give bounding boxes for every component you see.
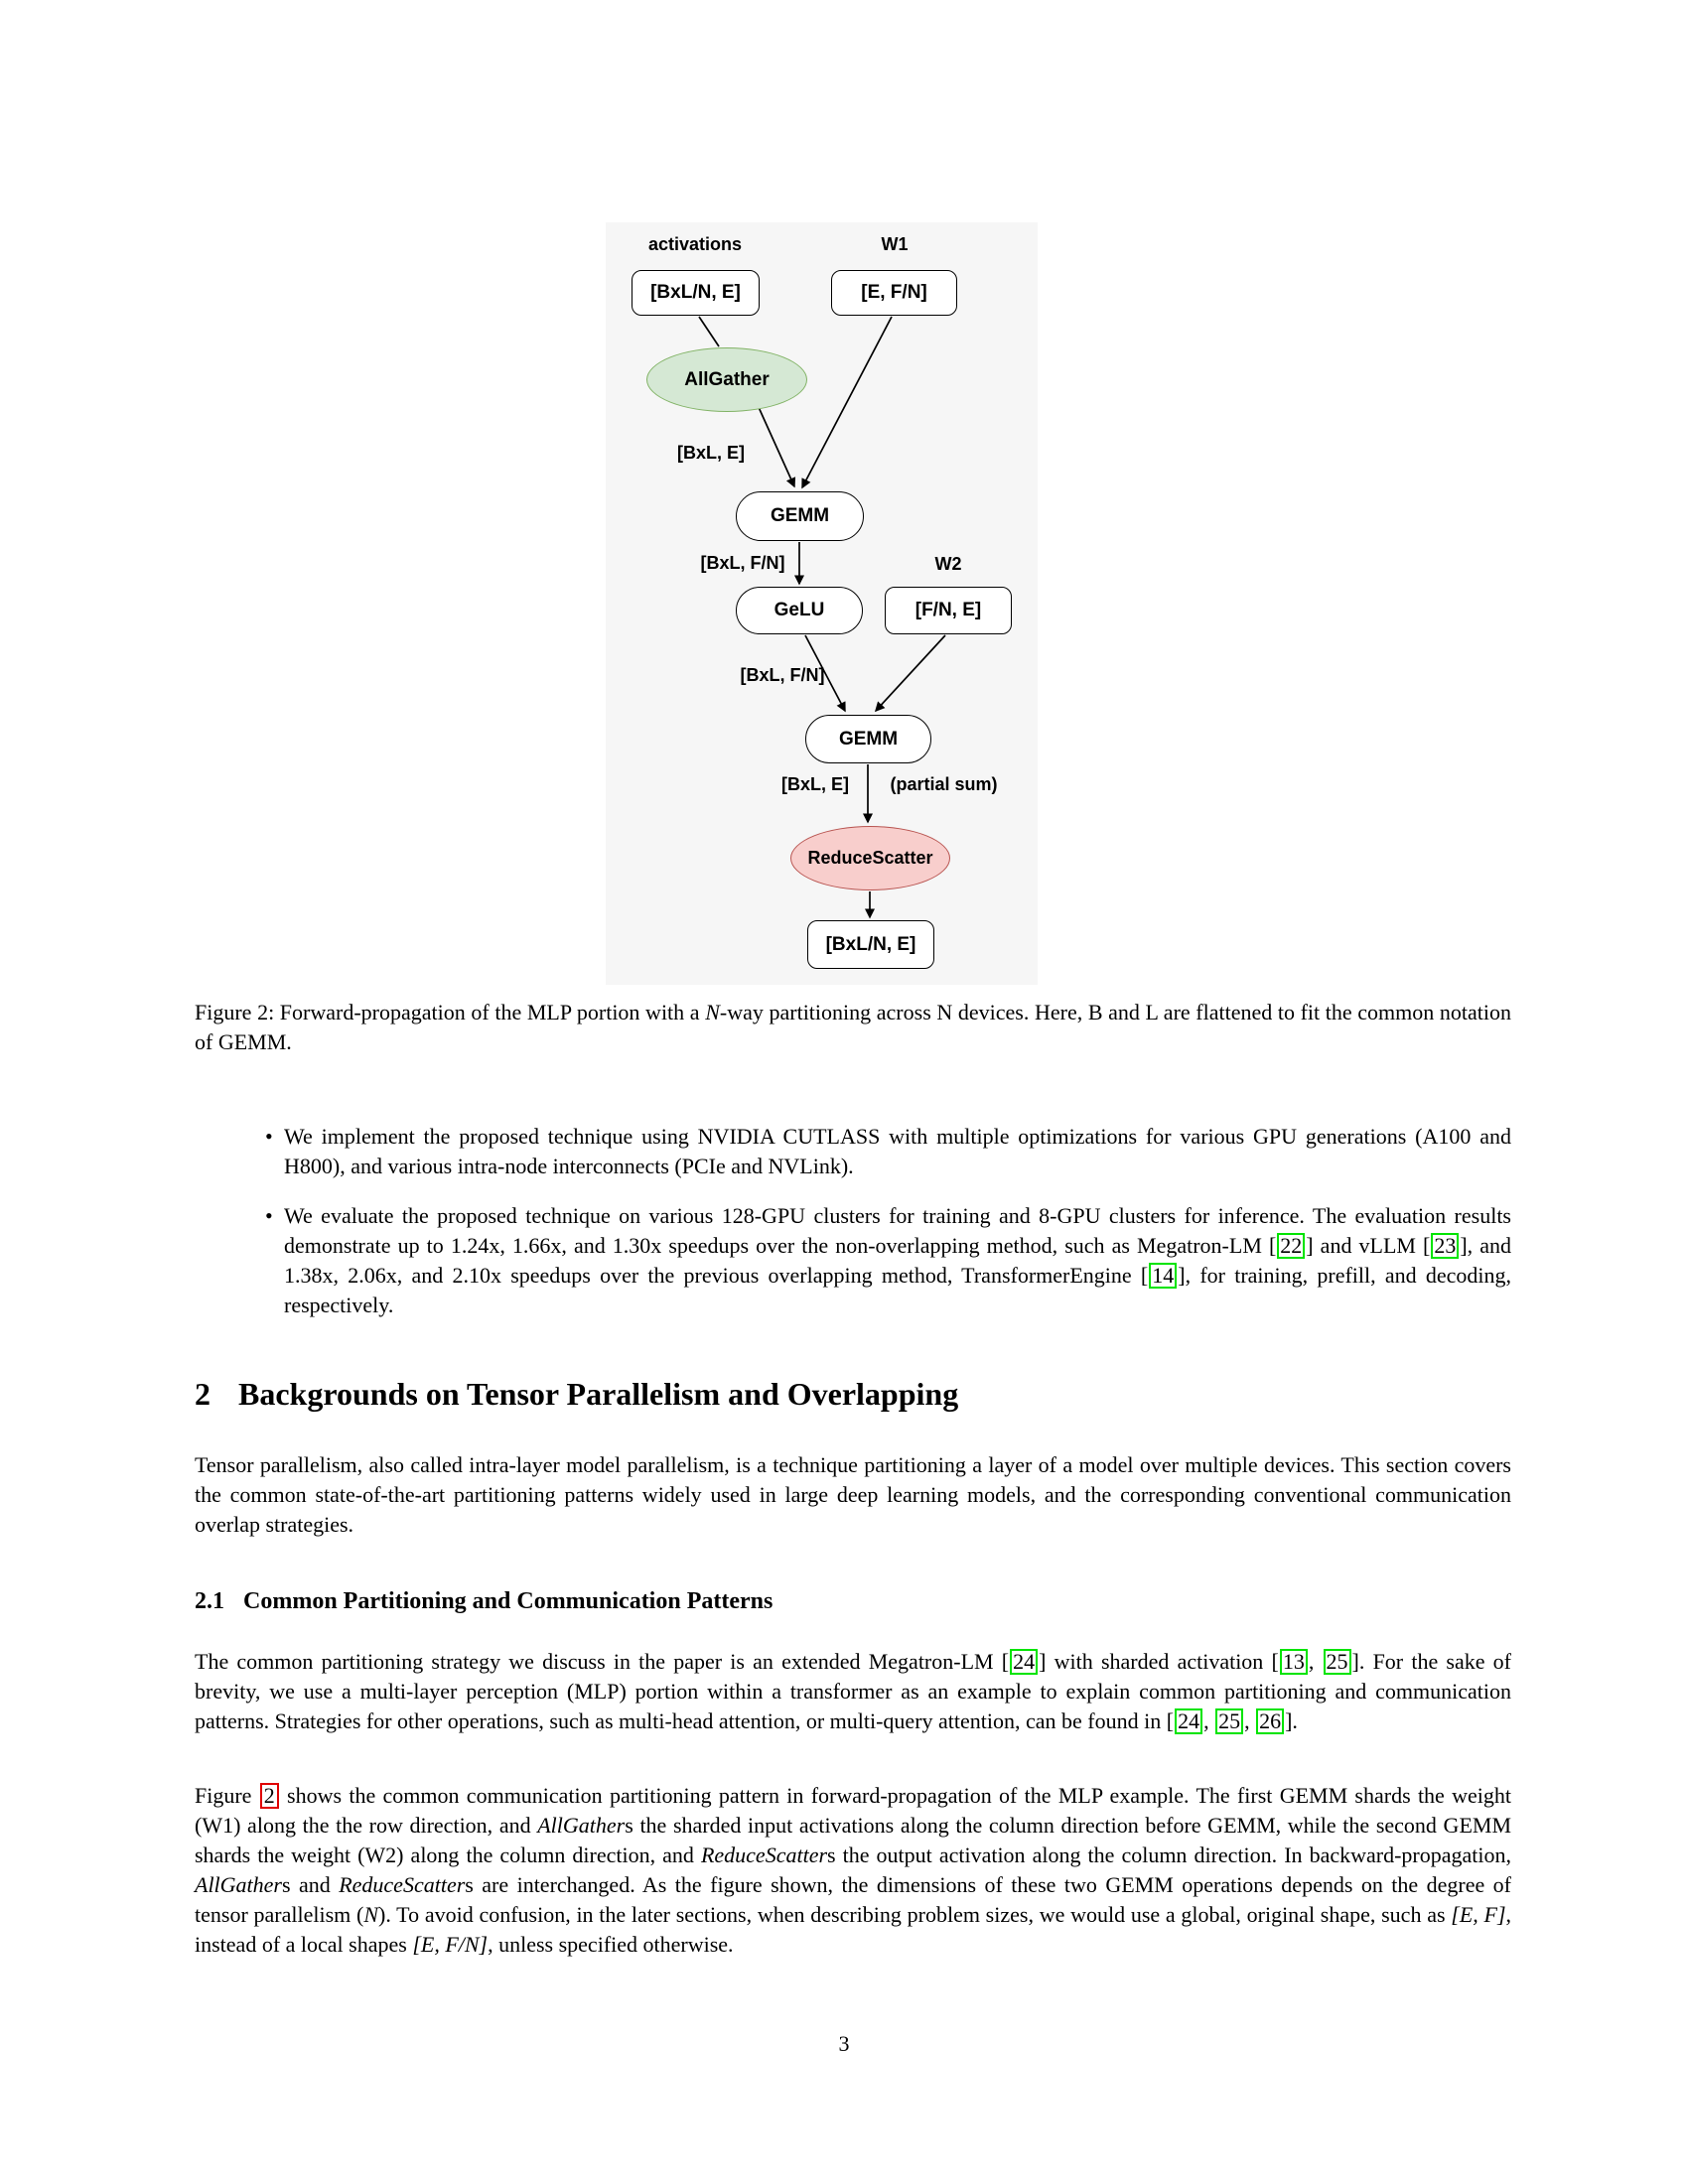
text-segment: ,: [1244, 1708, 1256, 1733]
node-w2-shape: [F/N, E]: [885, 587, 1012, 634]
text-segment: [E, F]: [1451, 1902, 1506, 1927]
figure-caption: [195, 998, 1511, 1057]
text-segment: ], and 1.38x, 2.06x, and 2.10x speedups over the previous overlapping method, TransformerEngine [: [284, 1233, 1512, 1288]
text-segment: , unless specified otherwise.: [488, 1932, 734, 1957]
citation-link[interactable]: 13: [1280, 1649, 1308, 1675]
text-segment: ], for training, prefill, and decoding, respectively.: [284, 1263, 1511, 1317]
citation-link[interactable]: 26: [1256, 1708, 1284, 1734]
text-segment: shows the common communication partitioning pattern in forward-propagation of the MLP example. The first GEMM shards the weight (W1) along the the row direction, and: [195, 1783, 1511, 1838]
edge-label-bxl-e: [BxL, E]: [676, 442, 745, 463]
text-segment: Figure 2: Forward-propagation of the MLP portion with a: [195, 1000, 706, 1024]
node-gemm2: GEMM: [805, 715, 931, 763]
text-segment: ,: [1203, 1708, 1215, 1733]
page-number: 3: [838, 2031, 850, 2056]
edge-label-bxl-fn-1: [BxL, F/N]: [700, 552, 785, 573]
partial-sum-label: (partial sum): [890, 773, 998, 794]
body-paragraph: [195, 1450, 1511, 1540]
text-segment: ] with sharded activation [: [1039, 1649, 1279, 1674]
node-activations-shape: [BxL/N, E]: [632, 270, 760, 316]
text-segment: Figure: [195, 1783, 259, 1808]
w2-label: W2: [934, 553, 962, 574]
bullet-icon: •: [265, 1203, 273, 1228]
text-segment: We evaluate the proposed technique on various 128-GPU clusters for training and 8-GPU clusters for inference. The evaluation results demonstrate up to 1.24x, 1.66x, and 1.30x speedups over the non-overlapping method, such as Megatron-LM [: [284, 1203, 1511, 1258]
section-number: 2: [195, 1376, 211, 1412]
section-heading: [195, 1376, 1511, 1412]
text-segment: ,: [1308, 1649, 1323, 1674]
list-item: [195, 1201, 1511, 1320]
text-segment: ). To avoid confusion, in the later sections, when describing problem sizes, we would use a global, original shape, such as: [378, 1902, 1452, 1927]
citation-link[interactable]: 24: [1175, 1708, 1202, 1734]
text-segment: s the output activation along the column direction. In backward-propagation,: [827, 1843, 1511, 1867]
text-segment: -way partitioning across N devices. Here, B and L are flattened to fit the common notation of GEMM.: [195, 1000, 1512, 1054]
citation-link[interactable]: 23: [1431, 1233, 1459, 1259]
citation-link[interactable]: 24: [1010, 1649, 1038, 1675]
text-segment: AllGather: [537, 1813, 626, 1838]
text-segment: N: [363, 1902, 379, 1927]
body-paragraph: [195, 1781, 1511, 1960]
contribution-bullet-list: [195, 1122, 1511, 1320]
w1-label: W1: [881, 233, 909, 254]
edge-label-bxl-e-2: [BxL, E]: [780, 773, 849, 794]
activations-label: activations: [647, 233, 743, 254]
citation-link[interactable]: 14: [1149, 1263, 1177, 1289]
bullet-icon: •: [265, 1124, 273, 1149]
text-segment: N: [705, 1000, 720, 1024]
text-segment: ].: [1285, 1708, 1298, 1733]
text-segment: Tensor parallelism, also called intra-layer model parallelism, is a technique partitioning a layer of a model over multiple devices. This section covers the common state-of-the-art partitioning patterns widely used in large deep learning models, and the corresponding conventional communication overlap strategies.: [195, 1452, 1511, 1537]
text-segment: , instead of a local shapes: [195, 1902, 1512, 1957]
list-item-text: [284, 1203, 1511, 1317]
citation-link[interactable]: 25: [1215, 1708, 1243, 1734]
text-segment: AllGather: [195, 1872, 282, 1897]
node-gelu: GeLU: [736, 587, 863, 634]
list-item: [195, 1122, 1511, 1181]
text-segment: s and: [282, 1872, 340, 1897]
text-segment: ReduceScatter: [339, 1872, 466, 1897]
body-paragraph: [195, 1647, 1511, 1736]
text-segment: s the sharded input activations along the column direction before GEMM, while the second GEMM shards the weight (W2) along the column direction, and: [195, 1813, 1512, 1867]
section-title: Backgrounds on Tensor Parallelism and Overlapping: [238, 1376, 959, 1412]
text-segment: s are interchanged. As the figure shown, the dimensions of these two GEMM operations depends on the degree of tensor parallelism (: [195, 1872, 1511, 1927]
node-reducescatter: ReduceScatter: [790, 826, 950, 890]
subsection-number: 2.1: [195, 1588, 224, 1614]
text-segment: [E, F/N]: [412, 1932, 489, 1957]
node-gemm1: GEMM: [736, 491, 864, 541]
edge-label-bxl-fn-2: [BxL, F/N]: [740, 664, 825, 685]
text-segment: ] and vLLM [: [1306, 1233, 1431, 1258]
text-segment: ReduceScatter: [700, 1843, 828, 1867]
node-allgather: AllGather: [646, 347, 807, 412]
list-item-text: [284, 1124, 1511, 1178]
node-output-shape: [BxL/N, E]: [807, 920, 934, 969]
citation-link[interactable]: 25: [1324, 1649, 1351, 1675]
citation-link[interactable]: 22: [1277, 1233, 1305, 1259]
text-segment: ]. For the sake of brevity, we use a multi-layer perception (MLP) portion within a transformer as an example to explain common partitioning and communication patterns. Strategies for other operations, such as multi-head attention, or multi-query attention, can be found in [: [195, 1649, 1512, 1733]
subsection-heading: [195, 1587, 1511, 1615]
text-segment: We implement the proposed technique using NVIDIA CUTLASS with multiple optimizations for various GPU generations (A100 and H800), and various intra-node interconnects (PCIe and NVLink).: [284, 1124, 1511, 1178]
text-segment: The common partitioning strategy we discuss in the paper is an extended Megatron-LM [: [195, 1649, 1010, 1674]
figure-ref-link[interactable]: 2: [260, 1783, 279, 1809]
subsection-title: Common Partitioning and Communication Patterns: [243, 1588, 774, 1614]
node-w1-shape: [E, F/N]: [831, 270, 957, 316]
figure-2-diagram: [606, 222, 1038, 985]
